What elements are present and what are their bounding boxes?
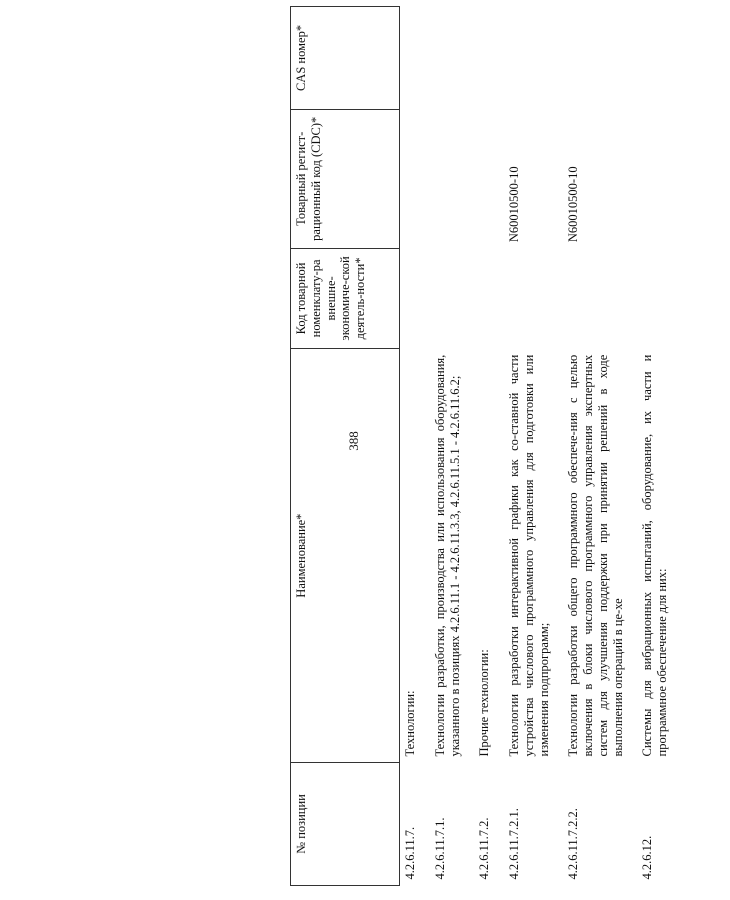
row-code <box>554 248 628 349</box>
row-cdc <box>628 109 673 248</box>
table-row <box>421 7 466 886</box>
row-position: 4.2.6.11.7. <box>403 826 417 880</box>
page-number: 388 <box>346 431 361 451</box>
rotated-table-container <box>290 6 730 886</box>
row-code <box>465 248 495 349</box>
row-position: 4.2.6.11.7.2. <box>477 817 492 880</box>
classification-table <box>290 6 673 886</box>
row-name: Системы для вибрационных испытаний, оборудование, их части и программное обеспечение для них: <box>640 354 669 757</box>
row-cdc <box>465 109 495 248</box>
table-header-row <box>291 7 400 886</box>
row-position: 4.2.6.11.7.2.2. <box>566 808 581 880</box>
row-code <box>628 248 673 349</box>
header-name: Наименование* <box>291 349 400 763</box>
row-cas <box>400 7 421 110</box>
row-name: Технологии разработки интерактивной графики как со-ставной части устройства числового программного управления для подготовки или изменения подпрограмм; <box>507 354 551 757</box>
row-position: 4.2.6.11.7.1. <box>432 817 447 880</box>
row-position: 4.2.6.12. <box>640 835 655 880</box>
row-cas <box>554 7 628 110</box>
row-cas <box>421 7 466 110</box>
row-code <box>400 248 421 349</box>
row-cdc: N60010500-10 <box>566 166 581 243</box>
row-code <box>421 248 466 349</box>
header-code: Код товарной номенклату-ра внешне-экономиче-ской деятель-ности* <box>291 248 400 349</box>
row-cas <box>465 7 495 110</box>
table-row <box>495 7 554 886</box>
header-cdc: Товарный регист-рационный код (CDC)* <box>291 109 400 248</box>
row-name: Технологии разработки, производства или использования оборудования, указанного в позициях 4.2.6.11.1 - 4.2.6.11.3.3, 4.2.6.11.5.1 - 4.2.6.11.6.2; <box>432 354 462 757</box>
row-name: Технологии разработки общего программного обеспече-ния с целью включения в блоки числового программного управления экспертных систем для улучшения поддержки при принятии решений в ходе выполнения операций в це-хе <box>566 354 625 757</box>
header-position: № позиции <box>291 763 400 886</box>
row-cdc: N60010500-10 <box>507 166 521 243</box>
row-code <box>495 248 554 349</box>
row-cdc <box>421 109 466 248</box>
row-cas <box>628 7 673 110</box>
table-row <box>465 7 495 886</box>
row-position: 4.2.6.11.7.2.1. <box>507 808 521 880</box>
header-cas: CAS номер* <box>291 7 400 110</box>
table-row <box>400 7 421 886</box>
row-name: Технологии: <box>403 690 417 757</box>
table-row <box>554 7 628 886</box>
row-name: Прочие технологии: <box>477 649 492 757</box>
table-row <box>628 7 673 886</box>
row-cdc <box>400 109 421 248</box>
row-cas <box>495 7 554 110</box>
